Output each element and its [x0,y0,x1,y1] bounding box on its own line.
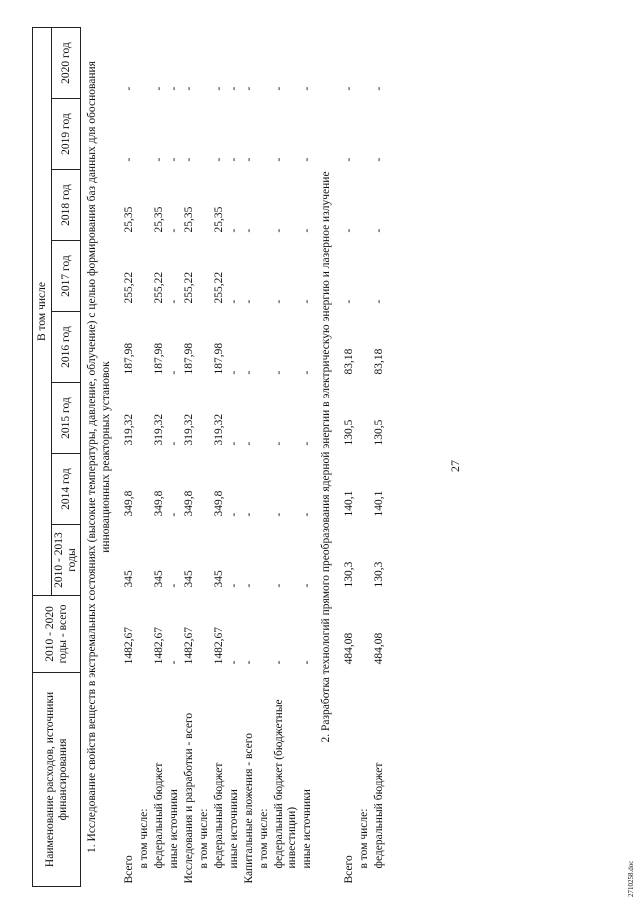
value-cell: 345 [123,570,135,588]
value-cell [357,454,372,525]
value-cell: - [228,512,240,517]
value-cell: 187,98 [213,342,225,375]
value-cell: 349,8 [213,490,225,517]
value-cell: - [273,512,285,517]
value-cell: 255,22 [123,271,135,304]
value-cell [257,99,272,170]
table-row [197,28,212,887]
row-label: федеральный бюджет [213,762,225,869]
row-label: в том числе: [138,808,150,869]
section-title-row [81,28,118,887]
value-cell: 319,32 [213,413,225,446]
value-cell: 349,8 [183,490,195,517]
value-cell: - [228,441,240,446]
value-cell: - [373,228,385,233]
row-label: Исследования и разработки - всего [183,712,195,884]
value-cell [137,28,152,99]
header-year: 2014 год [52,454,81,525]
table-row [167,28,182,887]
value-cell: - [343,228,355,233]
value-cell [257,596,272,673]
row-label: иные источники [168,789,180,869]
value-cell [257,241,272,312]
value-cell: 130,5 [373,419,385,446]
value-cell: - [301,370,313,375]
value-cell: - [213,86,225,91]
value-cell: 140,1 [343,490,355,517]
value-cell [197,454,212,525]
value-cell [257,454,272,525]
value-cell: - [301,583,313,588]
value-cell: - [228,660,240,665]
value-cell: - [168,157,180,162]
value-cell: - [168,660,180,665]
value-cell [197,170,212,241]
table-row [372,28,387,887]
value-cell: - [168,512,180,517]
header-name-col: Наименование расходов, источники финансирования [33,672,81,886]
row-label: в том числе: [358,808,370,869]
value-cell: - [243,86,255,91]
table-row [152,28,167,887]
value-cell: 255,22 [153,271,165,304]
table-row [212,28,227,887]
value-cell: 319,32 [123,413,135,446]
value-cell [137,596,152,673]
value-cell: - [243,583,255,588]
value-cell: - [153,157,165,162]
value-cell: 130,3 [343,561,355,588]
value-cell: - [228,228,240,233]
header-year: 2020 год [52,28,81,99]
row-label: Всего [123,855,135,884]
value-cell: - [243,512,255,517]
value-cell: - [301,157,313,162]
table-row [300,28,315,887]
header-year: 2017 год [52,241,81,312]
value-cell [257,312,272,383]
value-cell: - [301,660,313,665]
value-cell [357,312,372,383]
value-cell: - [183,86,195,91]
value-cell: - [373,299,385,304]
header-total-col: 2010 - 2020 годы - всего [33,596,81,673]
financing-table [32,27,387,887]
value-cell: - [273,370,285,375]
value-cell: 25,35 [183,206,195,233]
value-cell [137,525,152,596]
value-cell: - [168,299,180,304]
value-cell [257,170,272,241]
value-cell [137,312,152,383]
value-cell [197,525,212,596]
value-cell [257,525,272,596]
value-cell: - [343,86,355,91]
section-title: 2. Разработка технологий прямого преобразования ядерной энергии в электрическую энергию и лазерное излучение [320,171,332,743]
value-cell: 1482,67 [183,626,195,665]
value-cell: 255,22 [213,271,225,304]
value-cell: 345 [183,570,195,588]
row-label: в том числе: [198,808,210,869]
row-label: иные источники [301,789,313,869]
value-cell: - [273,441,285,446]
section-title: 1. Исследование свойств веществ в экстремальных состояниях (высокие температуры, давление, облучение) с целью формирования баз данных для обоснования инновационных реакторных установок [86,61,112,853]
value-cell: - [273,157,285,162]
value-cell: 349,8 [153,490,165,517]
value-cell: - [228,157,240,162]
value-cell: - [168,441,180,446]
value-cell: 319,32 [153,413,165,446]
value-cell: 345 [153,570,165,588]
value-cell: - [243,299,255,304]
value-cell: 1482,67 [123,626,135,665]
value-cell: - [273,660,285,665]
header-year: 2015 год [52,383,81,454]
value-cell: 255,22 [183,271,195,304]
row-label: Капитальные вложения - всего [243,733,255,884]
value-cell: - [228,299,240,304]
value-cell [357,383,372,454]
header-including: В том числе [33,28,52,596]
value-cell [137,99,152,170]
value-cell: - [373,86,385,91]
row-label: федеральный бюджет (бюджетные инвестиции) [273,699,298,869]
table-row [257,28,272,887]
table-row [117,28,137,887]
value-cell: - [168,370,180,375]
value-cell: - [168,228,180,233]
value-cell: - [153,86,165,91]
table-row [337,28,357,887]
header-year: 2019 год [52,99,81,170]
value-cell [357,99,372,170]
value-cell [197,241,212,312]
value-cell: - [123,157,135,162]
value-cell: - [168,86,180,91]
value-cell [197,596,212,673]
value-cell: 187,98 [183,342,195,375]
value-cell: 1482,67 [153,626,165,665]
value-cell: 130,3 [373,561,385,588]
section-title-row [315,28,337,887]
value-cell [257,383,272,454]
row-label: в том числе: [258,808,270,869]
value-cell [197,383,212,454]
value-cell [197,99,212,170]
value-cell: 484,08 [343,632,355,665]
value-cell: 140,1 [373,490,385,517]
value-cell: - [228,583,240,588]
value-cell: 187,98 [153,342,165,375]
value-cell: 83,18 [343,348,355,375]
value-cell: - [301,228,313,233]
value-cell: - [273,299,285,304]
value-cell [137,454,152,525]
value-cell: 319,32 [183,413,195,446]
value-cell: 25,35 [123,206,135,233]
value-cell: 130,5 [343,419,355,446]
header-year: 2016 год [52,312,81,383]
value-cell: - [228,370,240,375]
value-cell: 1482,67 [213,626,225,665]
value-cell: 25,35 [213,206,225,233]
table-body [81,28,388,887]
value-cell [257,28,272,99]
value-cell: 345 [213,570,225,588]
value-cell [357,170,372,241]
footer-doc-name: 2710258.doc [627,860,635,897]
value-cell: 187,98 [123,342,135,375]
value-cell: - [213,157,225,162]
value-cell: 484,08 [373,632,385,665]
value-cell [137,170,152,241]
value-cell [357,28,372,99]
row-label: Всего [343,855,355,884]
row-label: иные источники [228,789,240,869]
value-cell: - [168,583,180,588]
value-cell: - [243,660,255,665]
value-cell [137,383,152,454]
row-label: федеральный бюджет [373,762,385,869]
table-row [182,28,197,887]
value-cell [357,525,372,596]
value-cell: - [123,86,135,91]
value-cell: - [243,228,255,233]
value-cell: - [243,370,255,375]
table-row [227,28,242,887]
value-cell: 25,35 [153,206,165,233]
value-cell: 349,8 [123,490,135,517]
value-cell: - [243,441,255,446]
value-cell [197,312,212,383]
value-cell: - [273,583,285,588]
value-cell: - [228,86,240,91]
table-row [137,28,152,887]
table-row [357,28,372,887]
header-year: 2018 год [52,170,81,241]
value-cell [197,28,212,99]
table-row [242,28,257,887]
value-cell: - [343,157,355,162]
value-cell [137,241,152,312]
value-cell: - [301,512,313,517]
value-cell: - [301,299,313,304]
table-header [33,28,81,887]
value-cell: - [343,299,355,304]
value-cell: - [301,86,313,91]
table-row [272,28,300,887]
page-number: 27 [448,460,462,472]
value-cell [357,241,372,312]
value-cell: 83,18 [373,348,385,375]
header-year: 2010 - 2013 годы [52,525,81,596]
value-cell [357,596,372,673]
row-label: федеральный бюджет [153,762,165,869]
value-cell: - [273,86,285,91]
value-cell: - [373,157,385,162]
value-cell: - [183,157,195,162]
value-cell: - [301,441,313,446]
value-cell: - [273,228,285,233]
value-cell: - [243,157,255,162]
